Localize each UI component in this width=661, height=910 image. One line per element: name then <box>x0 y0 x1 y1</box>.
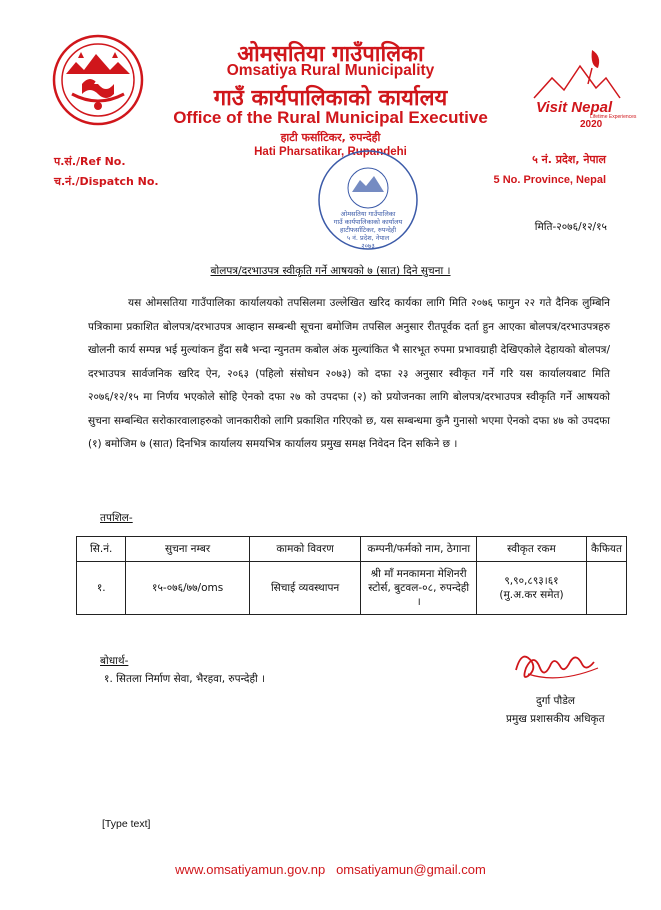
col-header-company: कम्पनी/फर्मको नाम, ठेगाना <box>361 537 477 562</box>
cc-item: १. सितला निर्माण सेवा, भैरहवा, रुपन्देही । <box>104 673 266 685</box>
stamp-line-1: ओमसतिया गाउँपालिका <box>340 210 396 218</box>
table-header-row <box>77 537 627 562</box>
letter-body <box>88 292 610 457</box>
municipality-name-np: ओमसतिया गाउँपालिका <box>237 42 424 67</box>
location-en: Hati Pharsatikar, Rupandehi <box>254 146 407 158</box>
dispatch-no-label: च.नं./Dispatch No. <box>54 175 159 188</box>
footer-email[interactable]: omsatiyamun@gmail.com <box>336 862 486 877</box>
cell-work: सिचाई व्यवस्थापन <box>249 562 361 615</box>
letter-subject: बोलपत्र/दरभाउपत्र स्वीकृति गर्ने आषयको ७ (सात) दिने सुचना । <box>210 265 451 277</box>
stamp-line-2: गाउँ कार्यपालिकाको कार्यालय <box>333 218 403 226</box>
cell-notice: १५-०७६/७७/oms <box>126 562 249 615</box>
cell-company: श्री माँ मनकामना मेशिनरी स्टोर्स, बुटवल-०८, रुपन्देही । <box>361 562 477 615</box>
details-label: तपशिल- <box>100 512 133 524</box>
col-header-work: कामको विवरण <box>249 537 361 562</box>
amount-value: ९,९०,८९३।६१ <box>504 575 559 587</box>
cell-sn: १. <box>77 562 126 615</box>
municipality-name-en: Omsatiya Rural Municipality <box>226 62 435 79</box>
reference-block <box>54 152 159 192</box>
footer <box>0 862 661 877</box>
body-paragraph: यस ओमसतिया गाउँपालिका कार्यालयको तपसिलमा उल्लेखित खरिद कार्यका लागि मिति २०७६ फागुन २२ गते दैनिक लुम्बिनि पत्रिकामा प्रकाशित बोलपत्र/दरभाउपत्र आव्हान सम्बन्धी सूचना बमोजिम तपसिल अनुसार रीतपूर्वक दर्ता हुन आएका बोलपत्र/दरभाउपत्रहरु खोलनी कार्य सम्पन्न भई मुल्यांकन हुँदा सबै भन्दा न्युनतम कबोल अंक मुल्यांकित भै सारभूत रुपमा प्रभावग्राही देखिएकोले देहायको बोलपत्र/दरभाउपत्र सार्वजनिक खरिद ऐन, २०६३ (पहिलो संसोधन २०७३) को दफा २३ अनुसार स्वीकृत गर्ने गरि यस कार्यालयबाट मिति २०७६/१२/१५ मा निर्णय भएकोले सोहि ऐनको दफा २७ को उपदफा (२) को प्रयोजनका लागि बोलपत्र/दरभाउपत्र स्वीकृति गर्ने आषयको सुचना सम्बन्धित सरोकारवालाहरुको जानकारीको लागि प्रकाशित गरिएको छ, यस सम्बन्धमा कुनै गुनासो भएमा ऐनको दफा ४७ को उपदफा (१) बमोजिम ७ (सात) दिनभित्र कार्यालय समयभित्र कार्यालय प्रमुख समक्ष निवेदन दिन सकिने छ । <box>88 297 610 450</box>
col-header-notice: सुचना नम्बर <box>126 537 249 562</box>
type-text-placeholder: [Type text] <box>102 818 151 830</box>
award-table <box>76 536 627 615</box>
handwritten-signature <box>508 640 618 690</box>
col-header-sn: सि.नं. <box>77 537 126 562</box>
stamp-line-3: हाटीफर्साटिकर, रुपन्देही <box>339 226 397 234</box>
visit-tagline: Lifetime Experiences <box>590 114 637 120</box>
table-row <box>77 562 627 615</box>
stamp-line-4: ५ नं. प्रदेश, नेपाल <box>346 234 390 242</box>
province-np: ५ नं. प्रदेश, नेपाल <box>532 153 606 166</box>
signatory-name: दुर्गा पौडेल <box>536 695 575 707</box>
office-name-en: Office of the Rural Municipal Executive <box>173 108 488 127</box>
province-en: 5 No. Province, Nepal <box>493 174 606 186</box>
cell-amount <box>476 562 586 615</box>
col-header-amount: स्वीकृत रकम <box>476 537 586 562</box>
visit-nepal-text: Visit Nepal <box>536 99 613 116</box>
stamp-line-5: २०७३ <box>361 242 375 250</box>
cell-remarks <box>587 562 627 615</box>
cc-label: बोधार्थ- <box>100 655 129 667</box>
signatory-title: प्रमुख प्रशासकीय अधिकृत <box>506 713 605 725</box>
ref-no-label: प.सं./Ref No. <box>54 155 126 168</box>
office-name-np: गाउँ कार्यपालिकाको कार्यालय <box>213 86 448 111</box>
footer-website[interactable]: www.omsatiyamun.gov.np <box>175 862 326 877</box>
office-stamp <box>316 148 420 252</box>
province-block <box>494 150 606 190</box>
location-np: हाटी फर्साटिकर, रुपन्देही <box>280 131 381 144</box>
amount-note: (मु.अ.कर समेत) <box>499 589 564 601</box>
visit-year: 2020 <box>580 119 603 130</box>
letter-date: मिति-२०७६/१२/१५ <box>534 221 607 233</box>
visit-nepal-logo <box>532 48 637 130</box>
col-header-remarks: कैफियत <box>587 537 627 562</box>
